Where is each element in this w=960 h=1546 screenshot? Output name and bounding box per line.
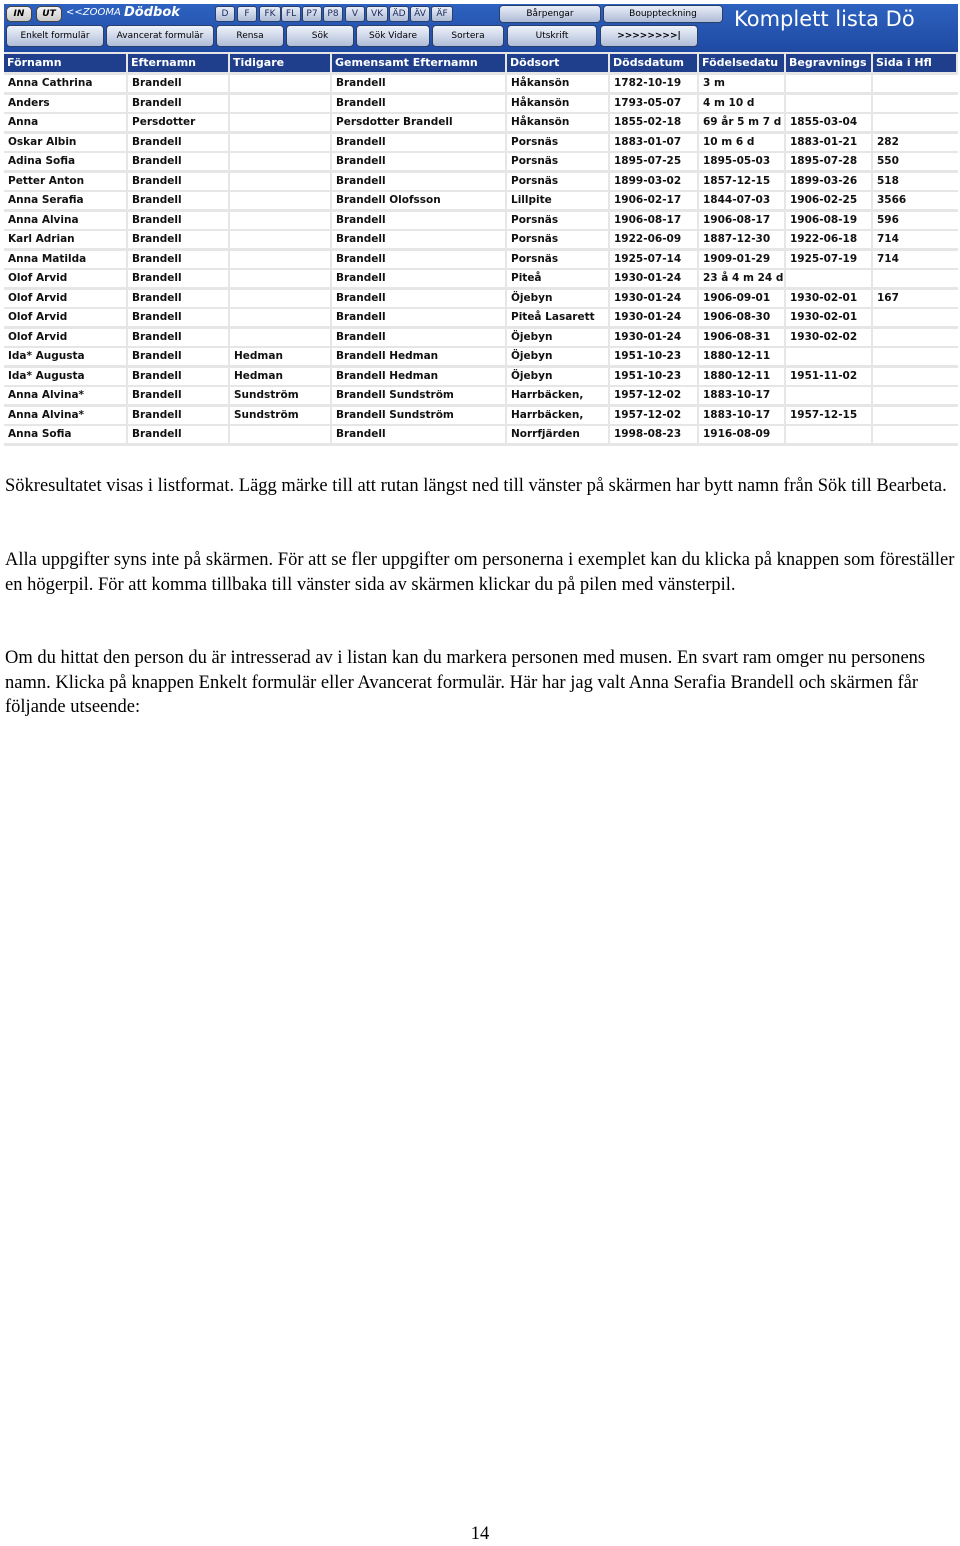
table-cell[interactable]: 1855-03-04 — [786, 114, 871, 131]
nav-button-p7[interactable]: P7 — [302, 6, 322, 22]
table-cell[interactable]: Håkansön — [507, 75, 608, 92]
table-cell[interactable] — [786, 387, 871, 404]
table-cell[interactable]: Norrfjärden — [507, 426, 608, 443]
table-cell[interactable]: Öjebyn — [507, 368, 608, 385]
table-cell[interactable]: 1957-12-02 — [610, 387, 697, 404]
table-row[interactable] — [4, 328, 958, 348]
nav-button-ad[interactable]: ÄD — [389, 6, 409, 22]
table-cell[interactable]: 4 m 10 d — [699, 95, 784, 112]
table-cell[interactable]: Anders — [4, 95, 126, 112]
table-cell[interactable] — [786, 426, 871, 443]
table-cell[interactable]: Brandell — [128, 368, 228, 385]
table-row[interactable] — [4, 113, 958, 133]
table-row[interactable] — [4, 308, 958, 328]
table-row[interactable] — [4, 425, 958, 445]
table-cell[interactable]: Anna Matilda — [4, 251, 126, 268]
table-cell[interactable]: Brandell — [332, 134, 505, 151]
table-cell[interactable]: 1880-12-11 — [699, 348, 784, 365]
table-cell[interactable] — [786, 75, 871, 92]
table-cell[interactable]: Porsnäs — [507, 153, 608, 170]
table-cell[interactable]: 1930-01-24 — [610, 309, 697, 326]
table-cell[interactable]: 1906-08-31 — [699, 329, 784, 346]
table-cell[interactable]: 1899-03-02 — [610, 173, 697, 190]
table-cell[interactable]: Brandell — [332, 270, 505, 287]
table-cell[interactable]: Brandell — [128, 212, 228, 229]
table-row[interactable] — [4, 94, 958, 114]
table-cell[interactable]: Porsnäs — [507, 134, 608, 151]
table-cell[interactable]: Brandell — [128, 309, 228, 326]
table-cell[interactable]: 1793-05-07 — [610, 95, 697, 112]
table-cell[interactable]: Piteå Lasarett — [507, 309, 608, 326]
table-cell[interactable]: 10 m 6 d — [699, 134, 784, 151]
table-cell[interactable]: Brandell — [128, 426, 228, 443]
zoom-link[interactable]: <<ZOOMA — [66, 7, 121, 18]
table-cell[interactable]: 1857-12-15 — [699, 173, 784, 190]
table-cell[interactable]: Brandell — [128, 153, 228, 170]
table-cell[interactable]: Håkansön — [507, 95, 608, 112]
nav-button-av[interactable]: ÄV — [410, 6, 430, 22]
table-cell[interactable]: 714 — [873, 231, 958, 248]
nav-button-f[interactable]: F — [237, 6, 257, 22]
sok-vidare-button[interactable]: Sök Vidare — [356, 25, 430, 47]
table-cell[interactable]: Olof Arvid — [4, 290, 126, 307]
in-button[interactable]: IN — [6, 6, 32, 22]
nav-button-fl[interactable]: FL — [281, 6, 301, 22]
table-cell[interactable] — [873, 426, 958, 443]
paragraph-1: Sökresultatet visas i listformat. Lägg märke till att rutan längst ned till vänster på skärmen har bytt namn från Sök till Bearbeta. — [5, 476, 947, 496]
table-cell[interactable]: 1883-01-21 — [786, 134, 871, 151]
column-header[interactable]: Födelsedatu — [699, 54, 786, 72]
table-row[interactable] — [4, 250, 958, 270]
table-cell[interactable]: Öjebyn — [507, 290, 608, 307]
table-cell[interactable]: Brandell — [332, 329, 505, 346]
table-cell[interactable]: Olof Arvid — [4, 270, 126, 287]
table-cell[interactable]: 1930-02-02 — [786, 329, 871, 346]
table-cell[interactable] — [230, 95, 330, 112]
table-cell[interactable]: Brandell — [332, 290, 505, 307]
column-header[interactable]: Dödsort — [507, 54, 610, 72]
table-cell[interactable]: Brandell — [332, 231, 505, 248]
table-cell[interactable]: Porsnäs — [507, 173, 608, 190]
table-cell[interactable]: Brandell — [128, 348, 228, 365]
table-cell[interactable]: 1895-07-25 — [610, 153, 697, 170]
table-row[interactable] — [4, 289, 958, 309]
table-cell[interactable]: 69 år 5 m 7 d — [699, 114, 784, 131]
table-cell[interactable]: 1922-06-18 — [786, 231, 871, 248]
table-cell[interactable]: Brandell Sundström — [332, 387, 505, 404]
rensa-button[interactable]: Rensa — [216, 25, 284, 47]
table-cell[interactable]: Sundström — [230, 387, 330, 404]
table-cell[interactable]: 23 å 4 m 24 d — [699, 270, 784, 287]
table-cell[interactable]: 1998-08-23 — [610, 426, 697, 443]
table-cell[interactable]: Brandell — [332, 212, 505, 229]
table-cell[interactable]: Anna Alvina — [4, 212, 126, 229]
table-cell[interactable]: Brandell — [128, 270, 228, 287]
table-row[interactable] — [4, 386, 958, 406]
table-row[interactable] — [4, 191, 958, 211]
table-cell[interactable]: 1930-02-01 — [786, 309, 871, 326]
table-cell[interactable]: Öjebyn — [507, 329, 608, 346]
table-cell[interactable]: 1906-08-17 — [610, 212, 697, 229]
next-page-right-arrow-button[interactable]: >>>>>>>>| — [600, 25, 698, 47]
table-row[interactable] — [4, 367, 958, 387]
table-cell[interactable]: Brandell Hedman — [332, 368, 505, 385]
table-cell[interactable]: Brandell — [128, 231, 228, 248]
nav-button-v[interactable]: V — [345, 6, 365, 22]
table-cell[interactable]: Brandell — [332, 173, 505, 190]
barpengar-button[interactable]: Bårpengar — [499, 5, 601, 23]
table-cell[interactable]: Sundström — [230, 407, 330, 424]
sok-button[interactable]: Sök — [286, 25, 354, 47]
table-cell[interactable]: 1925-07-19 — [786, 251, 871, 268]
table-cell[interactable]: 1906-09-01 — [699, 290, 784, 307]
table-cell[interactable]: Adina Sofia — [4, 153, 126, 170]
table-cell[interactable]: 1883-10-17 — [699, 407, 784, 424]
table-cell[interactable]: Brandell — [128, 75, 228, 92]
avancerat-formular-button[interactable]: Avancerat formulär — [106, 25, 214, 47]
table-cell[interactable]: 1880-12-11 — [699, 368, 784, 385]
nav-button-af[interactable]: ÄF — [431, 6, 453, 22]
bouppteckning-button[interactable]: Bouppteckning — [603, 5, 723, 23]
table-cell[interactable]: Brandell — [128, 95, 228, 112]
table-cell[interactable]: 1906-08-30 — [699, 309, 784, 326]
table-cell[interactable] — [230, 212, 330, 229]
table-cell[interactable]: 550 — [873, 153, 958, 170]
nav-button-d[interactable]: D — [215, 6, 235, 22]
table-cell[interactable] — [873, 95, 958, 112]
table-cell[interactable]: 1906-02-25 — [786, 192, 871, 209]
table-cell[interactable]: Brandell — [332, 153, 505, 170]
table-cell[interactable]: 1906-08-17 — [699, 212, 784, 229]
table-row[interactable] — [4, 347, 958, 367]
paragraph-2: Alla uppgifter syns inte på skärmen. För att se fler uppgifter om personerna i exemplet kan du klicka på knappen som föreställer en högerpil. För att komma tillbaka till vänster sida av skärmen klickar du på pilen med vänsterpil. — [5, 550, 955, 595]
table-cell[interactable] — [230, 134, 330, 151]
table-cell[interactable] — [873, 348, 958, 365]
table-cell[interactable]: Öjebyn — [507, 348, 608, 365]
table-cell[interactable]: 1855-02-18 — [610, 114, 697, 131]
results-table — [4, 74, 958, 445]
table-row[interactable] — [4, 406, 958, 426]
table-cell[interactable] — [230, 75, 330, 92]
table-cell[interactable]: Hedman — [230, 348, 330, 365]
column-header[interactable]: Tidigare — [230, 54, 332, 72]
list-title: Komplett lista Dö — [734, 7, 915, 31]
table-cell[interactable]: Brandell — [128, 134, 228, 151]
table-cell[interactable]: 3 m — [699, 75, 784, 92]
table-cell[interactable] — [230, 329, 330, 346]
table-cell[interactable] — [230, 114, 330, 131]
app-toolbar — [4, 4, 958, 52]
table-cell[interactable]: 1951-11-02 — [786, 368, 871, 385]
table-cell[interactable] — [230, 153, 330, 170]
table-row[interactable] — [4, 74, 958, 94]
app-screenshot — [4, 4, 958, 446]
table-cell[interactable]: Persdotter Brandell — [332, 114, 505, 131]
nav-button-p8[interactable]: P8 — [323, 6, 343, 22]
table-cell[interactable]: 282 — [873, 134, 958, 151]
table-cell[interactable]: 1899-03-26 — [786, 173, 871, 190]
table-cell[interactable]: Piteå — [507, 270, 608, 287]
table-cell[interactable]: Brandell — [332, 426, 505, 443]
table-cell[interactable]: Persdotter — [128, 114, 228, 131]
table-cell[interactable]: Brandell — [128, 192, 228, 209]
table-cell[interactable]: Brandell — [128, 387, 228, 404]
table-cell[interactable] — [873, 114, 958, 131]
table-cell[interactable]: Brandell — [332, 95, 505, 112]
table-row[interactable] — [4, 152, 958, 172]
table-cell[interactable]: 596 — [873, 212, 958, 229]
table-cell[interactable]: Porsnäs — [507, 212, 608, 229]
table-cell[interactable]: Olof Arvid — [4, 329, 126, 346]
table-cell[interactable] — [230, 270, 330, 287]
sortera-button[interactable]: Sortera — [432, 25, 504, 47]
app-title: Dödbok — [124, 5, 180, 20]
table-cell[interactable]: Brandell — [128, 407, 228, 424]
table-cell[interactable]: Brandell — [332, 251, 505, 268]
column-header[interactable]: Gemensamt Efternamn — [332, 54, 507, 72]
table-cell[interactable] — [873, 270, 958, 287]
table-cell[interactable]: Anna Alvina* — [4, 387, 126, 404]
table-cell[interactable]: Brandell — [332, 309, 505, 326]
table-cell[interactable]: 1782-10-19 — [610, 75, 697, 92]
table-row[interactable] — [4, 269, 958, 289]
enkelt-formular-button[interactable]: Enkelt formulär — [6, 25, 104, 47]
table-cell[interactable]: Olof Arvid — [4, 309, 126, 326]
table-cell[interactable] — [873, 407, 958, 424]
column-header[interactable]: Förnamn — [4, 54, 128, 72]
table-cell[interactable] — [873, 309, 958, 326]
table-cell[interactable]: Ida* Augusta — [4, 348, 126, 365]
table-cell[interactable]: Anna Alvina* — [4, 407, 126, 424]
table-cell[interactable] — [230, 290, 330, 307]
table-cell[interactable]: Brandell — [128, 329, 228, 346]
table-cell[interactable]: 1883-01-07 — [610, 134, 697, 151]
table-cell[interactable]: 167 — [873, 290, 958, 307]
table-cell[interactable]: Ida* Augusta — [4, 368, 126, 385]
table-cell[interactable]: 714 — [873, 251, 958, 268]
ut-button[interactable]: UT — [36, 6, 62, 22]
table-cell[interactable]: Harrbäcken, — [507, 407, 608, 424]
column-header[interactable]: Efternamn — [128, 54, 230, 72]
table-cell[interactable] — [230, 192, 330, 209]
table-cell[interactable]: 1906-08-19 — [786, 212, 871, 229]
table-cell[interactable]: Oskar Albin — [4, 134, 126, 151]
table-cell[interactable]: Anna Serafia — [4, 192, 126, 209]
table-cell[interactable]: 1930-01-24 — [610, 290, 697, 307]
table-cell[interactable]: 1930-01-24 — [610, 270, 697, 287]
table-cell[interactable] — [230, 231, 330, 248]
table-cell[interactable]: 1922-06-09 — [610, 231, 697, 248]
table-cell[interactable] — [230, 251, 330, 268]
table-cell[interactable]: 1883-10-17 — [699, 387, 784, 404]
table-cell[interactable]: Karl Adrian — [4, 231, 126, 248]
table-cell[interactable]: Brandell — [332, 75, 505, 92]
table-row[interactable] — [4, 172, 958, 192]
table-cell[interactable]: 1951-10-23 — [610, 368, 697, 385]
table-row[interactable] — [4, 230, 958, 250]
table-cell[interactable]: 1951-10-23 — [610, 348, 697, 365]
table-cell[interactable]: 3566 — [873, 192, 958, 209]
table-cell[interactable]: 1844-07-03 — [699, 192, 784, 209]
nav-button-fk[interactable]: FK — [259, 6, 281, 22]
table-cell[interactable]: Petter Anton — [4, 173, 126, 190]
column-header[interactable]: Dödsdatum — [610, 54, 699, 72]
table-cell[interactable]: Harrbäcken, — [507, 387, 608, 404]
table-cell[interactable] — [873, 368, 958, 385]
table-cell[interactable]: 1925-07-14 — [610, 251, 697, 268]
table-cell[interactable] — [873, 387, 958, 404]
table-cell[interactable]: 1895-05-03 — [699, 153, 784, 170]
column-header[interactable]: Begravnings — [786, 54, 873, 72]
table-cell[interactable]: Brandell — [128, 251, 228, 268]
table-cell[interactable]: Porsnäs — [507, 251, 608, 268]
paragraph-3: Om du hittat den person du är intresserad av i listan kan du markera personen med musen. En svart ram omger nu personens namn. Klicka på knappen Enkelt formulär eller Avancerat formulär. Här har jag valt Anna Serafia Brandell och skärmen får följande utseende: — [5, 648, 926, 717]
utskrift-button[interactable]: Utskrift — [507, 25, 597, 47]
table-cell[interactable]: Håkansön — [507, 114, 608, 131]
table-cell[interactable] — [873, 75, 958, 92]
nav-button-vk[interactable]: VK — [366, 6, 388, 22]
table-cell[interactable]: Brandell — [128, 173, 228, 190]
page-number: 14 — [470, 1524, 490, 1544]
table-cell[interactable]: 1887-12-30 — [699, 231, 784, 248]
table-cell[interactable]: Brandell Olofsson — [332, 192, 505, 209]
table-cell[interactable]: 1957-12-02 — [610, 407, 697, 424]
table-cell[interactable]: Anna Cathrina — [4, 75, 126, 92]
table-cell[interactable]: Brandell — [128, 290, 228, 307]
table-cell[interactable]: 1930-02-01 — [786, 290, 871, 307]
table-cell[interactable]: 1957-12-15 — [786, 407, 871, 424]
table-cell[interactable]: 1909-01-29 — [699, 251, 784, 268]
table-header — [4, 54, 958, 72]
table-cell[interactable]: Brandell Hedman — [332, 348, 505, 365]
table-cell[interactable]: Anna Sofia — [4, 426, 126, 443]
table-cell[interactable]: Brandell Sundström — [332, 407, 505, 424]
table-cell[interactable] — [786, 270, 871, 287]
table-cell[interactable]: Hedman — [230, 368, 330, 385]
table-cell[interactable]: Porsnäs — [507, 231, 608, 248]
table-cell[interactable]: 1906-02-17 — [610, 192, 697, 209]
table-row[interactable] — [4, 133, 958, 153]
table-cell[interactable] — [230, 309, 330, 326]
table-cell[interactable]: 1895-07-28 — [786, 153, 871, 170]
table-cell[interactable]: Anna — [4, 114, 126, 131]
table-cell[interactable] — [873, 329, 958, 346]
table-cell[interactable]: 1930-01-24 — [610, 329, 697, 346]
table-row[interactable] — [4, 211, 958, 231]
column-header[interactable]: Sida i Hfl — [873, 54, 958, 72]
table-cell[interactable]: 518 — [873, 173, 958, 190]
table-cell[interactable] — [786, 348, 871, 365]
table-cell[interactable]: Lillpite — [507, 192, 608, 209]
table-cell[interactable] — [786, 95, 871, 112]
table-cell[interactable]: 1916-08-09 — [699, 426, 784, 443]
table-cell[interactable] — [230, 173, 330, 190]
table-cell[interactable] — [230, 426, 330, 443]
